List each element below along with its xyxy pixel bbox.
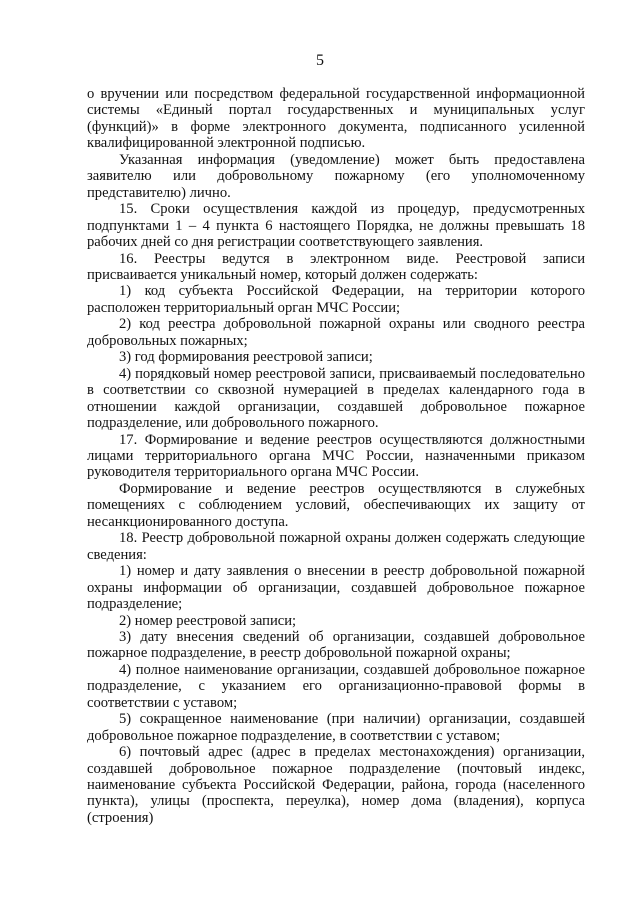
paragraph-18-item-5: 5) сокращенное наименование (при наличии) организации, создавшей добровольное пожарное подразделение, в соответствии с уставом; xyxy=(87,711,585,744)
paragraph-17: 17. Формирование и ведение реестров осуществляются должностными лицами территориального органа МЧС России, назначенными приказом руководителя территориального органа МЧС России. xyxy=(87,431,585,481)
paragraph-16-item-1: 1) код субъекта Российской Федерации, на территории которого расположен территориальный орган МЧС России; xyxy=(87,283,585,316)
paragraph-16-item-4: 4) порядковый номер реестровой записи, присваиваемый последовательно в соответствии со сквозной нумерацией в пределах календарного года в отношении каждой организации, создавшей добровольное пожарное подразделение, или добровольного пожарного. xyxy=(87,365,585,432)
page-number: 5 xyxy=(316,52,324,69)
paragraph-18-item-4: 4) полное наименование организации, создавшей добровольное пожарное подразделение, с указанием его организационно-правовой формы в соответствии с уставом; xyxy=(87,661,585,711)
paragraph-18-item-2: 2) номер реестровой записи; xyxy=(119,612,297,629)
paragraph-notice: Указанная информация (уведомление) может быть предоставлена заявителю или добровольному пожарному (его уполномоченному представителю) лично. xyxy=(87,151,585,201)
paragraph-18: 18. Реестр добровольной пожарной охраны должен содержать следующие сведения: xyxy=(87,530,585,563)
paragraph-16: 16. Реестры ведутся в электронном виде. Реестровой записи присваивается уникальный номер, который должен содержать: xyxy=(87,250,585,283)
paragraph-18-item-1: 1) номер и дату заявления о внесении в реестр добровольной пожарной охраны информации об организации, создавшей добровольное пожарное подразделение; xyxy=(87,563,585,613)
paragraph-18-item-6: 6) почтовый адрес (адрес в пределах местонахождения) организации, создавшей добровольное пожарное подразделение (почтовый индекс, наименование субъекта Российской Федерации, района, города (населенного пункта), улицы (проспекта, переулка), номер дома (владения), корпуса (строения) xyxy=(87,744,585,826)
document-body xyxy=(87,86,585,826)
paragraph-18-item-3: 3) дату внесения сведений об организации, создавшей добровольное пожарное подразделение, в реестр добровольной пожарной охраны; xyxy=(87,628,585,662)
paragraph-continuation: о вручении или посредством федеральной государственной информационной системы «Единый портал государственных и муниципальных услуг (функций)» в форме электронного документа, подписанного усиленной квалифицированной электронной подписью. xyxy=(87,86,585,152)
paragraph-15: 15. Сроки осуществления каждой из процедур, предусмотренных подпунктами 1 – 4 пункта 6 настоящего Порядка, не должны превышать 18 рабочих дней со дня регистрации соответствующего заявления. xyxy=(87,201,585,251)
paragraph-17-continued: Формирование и ведение реестров осуществляются в служебных помещениях с соблюдением условий, обеспечивающих их защиту от несанкционированного доступа. xyxy=(87,480,585,530)
paragraph-16-item-2: 2) код реестра добровольной пожарной охраны или сводного реестра добровольных пожарных; xyxy=(87,316,585,349)
paragraph-16-item-3: 3) год формирования реестровой записи; xyxy=(119,349,373,366)
